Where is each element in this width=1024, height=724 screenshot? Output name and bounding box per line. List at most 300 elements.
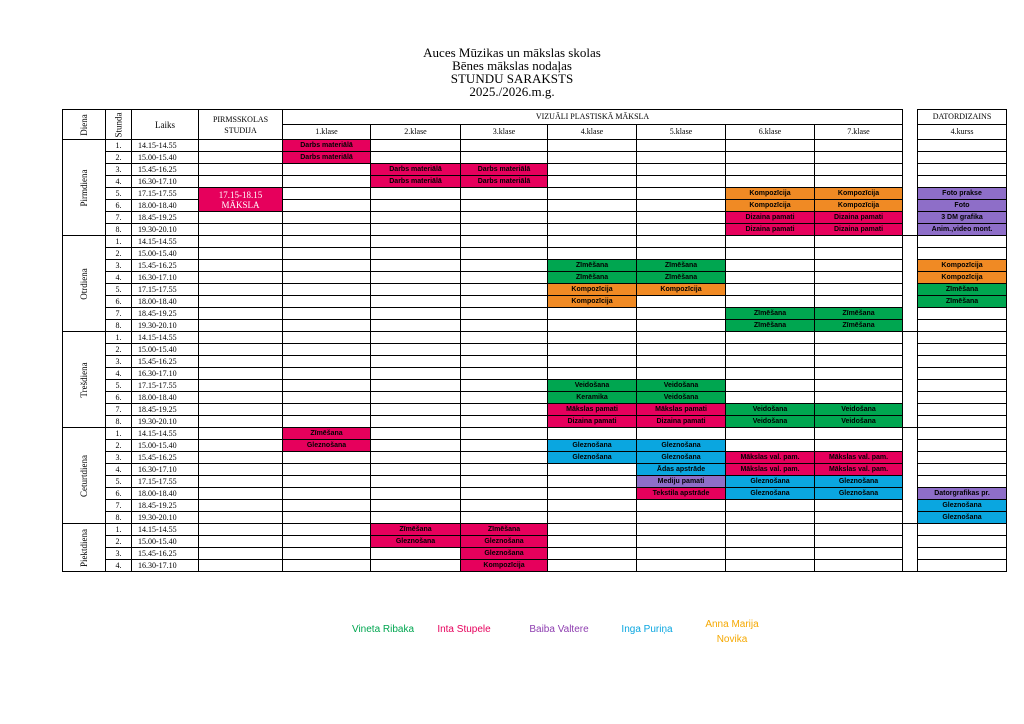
schedule-row xyxy=(63,380,1007,392)
empty-cell xyxy=(548,524,637,536)
class-header-5: 5.klase xyxy=(637,125,726,140)
empty-cell xyxy=(461,200,548,212)
empty-cell xyxy=(461,464,548,476)
lesson-time: 17.15-17.55 xyxy=(132,380,199,392)
class-header-3: 3.klase xyxy=(461,125,548,140)
lesson-cell: Gleznošana xyxy=(918,500,1007,512)
lesson-cell: Keramika xyxy=(548,392,637,404)
preschool-cell xyxy=(199,440,283,452)
column-gap xyxy=(903,308,918,320)
legend-inta-stupele: Inta Stupele xyxy=(437,624,491,635)
empty-cell xyxy=(726,440,815,452)
lesson-number: 8. xyxy=(106,224,132,236)
lesson-time: 18.00-18.40 xyxy=(132,488,199,500)
lesson-time: 16.30-17.10 xyxy=(132,560,199,572)
laiks-header: Laiks xyxy=(132,110,199,140)
preschool-cell xyxy=(199,308,283,320)
empty-cell xyxy=(726,524,815,536)
empty-cell xyxy=(461,152,548,164)
lesson-cell: Gleznošana xyxy=(918,512,1007,524)
empty-cell xyxy=(371,428,461,440)
empty-cell xyxy=(548,212,637,224)
empty-cell xyxy=(461,368,548,380)
empty-cell xyxy=(283,224,371,236)
lesson-cell: Veidošana xyxy=(815,404,903,416)
empty-cell xyxy=(726,392,815,404)
empty-cell xyxy=(726,248,815,260)
empty-cell xyxy=(637,200,726,212)
empty-cell xyxy=(461,500,548,512)
schedule-row xyxy=(63,236,1007,248)
lesson-cell: Kompozīcija xyxy=(461,560,548,572)
school-year: 2025./2026.m.g. xyxy=(469,84,555,99)
empty-cell xyxy=(283,464,371,476)
empty-cell xyxy=(461,476,548,488)
empty-cell xyxy=(637,536,726,548)
lesson-cell: Gleznošana xyxy=(815,488,903,500)
column-gap xyxy=(903,416,918,428)
lesson-cell: Dizaina pamati xyxy=(815,212,903,224)
preschool-cell xyxy=(199,332,283,344)
empty-cell xyxy=(461,440,548,452)
lesson-time: 16.30-17.10 xyxy=(132,176,199,188)
day-label: Ceturtdiena xyxy=(63,428,106,524)
schedule-row xyxy=(63,452,1007,464)
schedule-row xyxy=(63,404,1007,416)
preschool-cell xyxy=(199,464,283,476)
column-gap xyxy=(903,320,918,332)
column-gap xyxy=(903,200,918,212)
lesson-time: 14.15-14.55 xyxy=(132,524,199,536)
lesson-time: 19.30-20.10 xyxy=(132,416,199,428)
lesson-time: 15.45-16.25 xyxy=(132,356,199,368)
column-gap xyxy=(903,512,918,524)
empty-cell xyxy=(637,500,726,512)
schedule-row xyxy=(63,536,1007,548)
lesson-time: 18.45-19.25 xyxy=(132,212,199,224)
empty-cell xyxy=(637,308,726,320)
lesson-number: 6. xyxy=(106,296,132,308)
class-header-7: 7.klase xyxy=(815,125,903,140)
lesson-cell: Kompozīcija xyxy=(548,296,637,308)
column-gap xyxy=(903,344,918,356)
lesson-number: 3. xyxy=(106,164,132,176)
lesson-cell: Foto prakse xyxy=(918,188,1007,200)
lesson-cell: Veidošana xyxy=(815,416,903,428)
empty-cell xyxy=(461,224,548,236)
lesson-cell: Veidošana xyxy=(726,404,815,416)
schedule-row xyxy=(63,416,1007,428)
lesson-cell: Dizaina pamati xyxy=(637,416,726,428)
preschool-cell xyxy=(199,548,283,560)
empty-cell xyxy=(461,320,548,332)
empty-cell xyxy=(637,188,726,200)
empty-cell xyxy=(283,296,371,308)
empty-cell xyxy=(371,332,461,344)
empty-cell xyxy=(548,464,637,476)
lesson-cell: Kompozīcija xyxy=(918,260,1007,272)
preschool-cell xyxy=(199,512,283,524)
lesson-number: 1. xyxy=(106,140,132,152)
lesson-cell: Dizaina pamati xyxy=(548,416,637,428)
schedule-row xyxy=(63,272,1007,284)
lesson-cell: Zīmēšana xyxy=(283,428,371,440)
empty-cell xyxy=(461,188,548,200)
empty-cell xyxy=(548,476,637,488)
empty-cell xyxy=(371,368,461,380)
empty-cell xyxy=(548,560,637,572)
diena-header: Diena xyxy=(63,110,106,140)
column-gap xyxy=(903,176,918,188)
empty-cell xyxy=(726,284,815,296)
lesson-cell: Kompozīcija xyxy=(815,200,903,212)
lesson-cell: Zīmēšana xyxy=(548,272,637,284)
preschool-cell xyxy=(199,500,283,512)
preschool-cell xyxy=(199,392,283,404)
column-gap xyxy=(903,152,918,164)
column-gap xyxy=(903,392,918,404)
preschool-cell xyxy=(199,488,283,500)
column-gap xyxy=(903,464,918,476)
lesson-number: 1. xyxy=(106,332,132,344)
empty-cell xyxy=(283,332,371,344)
lesson-cell: Kompozīcija xyxy=(815,188,903,200)
lesson-cell: Gleznošana xyxy=(548,440,637,452)
empty-cell xyxy=(815,560,903,572)
empty-cell xyxy=(815,140,903,152)
empty-cell xyxy=(726,164,815,176)
legend-baiba-valtere: Baiba Valtere xyxy=(529,624,589,635)
schedule-row xyxy=(63,488,1007,500)
preschool-cell xyxy=(199,524,283,536)
lesson-number: 2. xyxy=(106,248,132,260)
empty-cell xyxy=(637,320,726,332)
empty-cell xyxy=(548,356,637,368)
lesson-cell: Gleznošana xyxy=(461,548,548,560)
lesson-time: 16.30-17.10 xyxy=(132,272,199,284)
column-gap xyxy=(903,452,918,464)
empty-cell xyxy=(918,164,1007,176)
column-gap xyxy=(903,224,918,236)
empty-cell xyxy=(371,464,461,476)
lesson-cell: Veidošana xyxy=(548,380,637,392)
empty-cell xyxy=(726,260,815,272)
empty-cell xyxy=(461,140,548,152)
column-gap xyxy=(903,428,918,440)
schedule-row xyxy=(63,560,1007,572)
empty-cell xyxy=(461,452,548,464)
empty-cell xyxy=(918,440,1007,452)
preschool-cell xyxy=(199,536,283,548)
lesson-cell: Zīmēšana xyxy=(548,260,637,272)
lesson-cell: Gleznošana xyxy=(637,440,726,452)
empty-cell xyxy=(637,344,726,356)
empty-cell xyxy=(371,356,461,368)
empty-cell xyxy=(283,248,371,260)
empty-cell xyxy=(548,164,637,176)
lesson-cell: Mākslas val. pam. xyxy=(726,464,815,476)
empty-cell xyxy=(918,404,1007,416)
column-gap xyxy=(903,368,918,380)
lesson-time: 15.45-16.25 xyxy=(132,164,199,176)
empty-cell xyxy=(461,332,548,344)
empty-cell xyxy=(371,248,461,260)
preschool-cell xyxy=(199,296,283,308)
preschool-cell xyxy=(199,320,283,332)
preschool-cell xyxy=(199,272,283,284)
empty-cell xyxy=(548,248,637,260)
lesson-cell: Gleznošana xyxy=(726,476,815,488)
lesson-number: 2. xyxy=(106,440,132,452)
lesson-number: 4. xyxy=(106,272,132,284)
empty-cell xyxy=(815,536,903,548)
lesson-cell: Gleznošana xyxy=(461,536,548,548)
schedule-row xyxy=(63,476,1007,488)
column-gap xyxy=(903,296,918,308)
empty-cell xyxy=(461,356,548,368)
empty-cell xyxy=(548,332,637,344)
lesson-cell: Darbs materiālā xyxy=(371,176,461,188)
empty-cell xyxy=(637,212,726,224)
empty-cell xyxy=(726,344,815,356)
empty-cell xyxy=(283,164,371,176)
lesson-time: 19.30-20.10 xyxy=(132,224,199,236)
lesson-time: 15.45-16.25 xyxy=(132,548,199,560)
schedule-row xyxy=(63,512,1007,524)
lesson-cell: Gleznošana xyxy=(815,476,903,488)
day-label: Piektdiena xyxy=(63,524,106,572)
empty-cell xyxy=(371,152,461,164)
empty-cell xyxy=(815,428,903,440)
lesson-time: 16.30-17.10 xyxy=(132,368,199,380)
empty-cell xyxy=(918,368,1007,380)
preschool-lesson: 17.15-18.15 MĀKSLA xyxy=(199,188,283,212)
empty-cell xyxy=(726,272,815,284)
lesson-time: 14.15-14.55 xyxy=(132,236,199,248)
lesson-time: 18.45-19.25 xyxy=(132,500,199,512)
empty-cell xyxy=(461,272,548,284)
empty-cell xyxy=(371,452,461,464)
column-gap xyxy=(903,110,918,140)
empty-cell xyxy=(637,560,726,572)
preschool-cell xyxy=(199,476,283,488)
empty-cell xyxy=(918,332,1007,344)
day-label: Otrdiena xyxy=(63,236,106,332)
empty-cell xyxy=(371,416,461,428)
empty-cell xyxy=(371,272,461,284)
empty-cell xyxy=(283,176,371,188)
lesson-time: 14.15-14.55 xyxy=(132,332,199,344)
lesson-cell: Kompozīcija xyxy=(726,200,815,212)
empty-cell xyxy=(371,488,461,500)
lesson-time: 15.00-15.40 xyxy=(132,536,199,548)
class-header-2: 2.klase xyxy=(371,125,461,140)
column-gap xyxy=(903,248,918,260)
empty-cell xyxy=(548,500,637,512)
lesson-cell: Zīmēšana xyxy=(815,308,903,320)
lesson-number: 4. xyxy=(106,560,132,572)
empty-cell xyxy=(371,320,461,332)
empty-cell xyxy=(815,500,903,512)
schedule-row xyxy=(63,332,1007,344)
empty-cell xyxy=(918,248,1007,260)
lesson-cell: 3 DM grafika xyxy=(918,212,1007,224)
lesson-cell: Zīmēšana xyxy=(726,320,815,332)
empty-cell xyxy=(637,428,726,440)
lesson-cell: Mediju pamati xyxy=(637,476,726,488)
empty-cell xyxy=(371,260,461,272)
empty-cell xyxy=(461,344,548,356)
lesson-cell: Zīmēšana xyxy=(918,284,1007,296)
empty-cell xyxy=(371,188,461,200)
column-gap xyxy=(903,140,918,152)
lesson-number: 1. xyxy=(106,428,132,440)
preschool-cell xyxy=(199,260,283,272)
empty-cell xyxy=(637,332,726,344)
schedule-row xyxy=(63,152,1007,164)
lesson-number: 4. xyxy=(106,176,132,188)
lesson-time: 15.00-15.40 xyxy=(132,152,199,164)
preschool-cell xyxy=(199,224,283,236)
column-gap xyxy=(903,548,918,560)
lesson-cell: Dizaina pamati xyxy=(726,224,815,236)
column-gap xyxy=(903,476,918,488)
legend-inga-purina: Inga Puriņa xyxy=(621,624,673,635)
column-gap xyxy=(903,404,918,416)
schedule-row xyxy=(63,176,1007,188)
lesson-number: 3. xyxy=(106,452,132,464)
schedule-row xyxy=(63,320,1007,332)
empty-cell xyxy=(815,356,903,368)
schedule-row xyxy=(63,392,1007,404)
lesson-number: 3. xyxy=(106,356,132,368)
empty-cell xyxy=(283,536,371,548)
empty-cell xyxy=(371,560,461,572)
empty-cell xyxy=(548,188,637,200)
empty-cell xyxy=(283,380,371,392)
empty-cell xyxy=(283,416,371,428)
empty-cell xyxy=(637,176,726,188)
lesson-cell: Datorgrafikas pr. xyxy=(918,488,1007,500)
column-gap xyxy=(903,188,918,200)
empty-cell xyxy=(548,536,637,548)
empty-cell xyxy=(371,404,461,416)
schedule-row xyxy=(63,548,1007,560)
empty-cell xyxy=(283,356,371,368)
lesson-cell: Mākslas val. pam. xyxy=(726,452,815,464)
lesson-cell: Gleznošana xyxy=(283,440,371,452)
empty-cell xyxy=(283,236,371,248)
preschool-cell xyxy=(199,212,283,224)
schedule-row xyxy=(63,296,1007,308)
empty-cell xyxy=(815,248,903,260)
schedule-row xyxy=(63,440,1007,452)
empty-cell xyxy=(548,200,637,212)
empty-cell xyxy=(548,320,637,332)
empty-cell xyxy=(548,344,637,356)
column-gap xyxy=(903,260,918,272)
lesson-cell: Veidošana xyxy=(637,380,726,392)
empty-cell xyxy=(548,308,637,320)
lesson-number: 7. xyxy=(106,212,132,224)
empty-cell xyxy=(283,392,371,404)
empty-cell xyxy=(283,488,371,500)
lesson-cell: Gleznošana xyxy=(371,536,461,548)
empty-cell xyxy=(637,356,726,368)
empty-cell xyxy=(548,512,637,524)
schedule-row xyxy=(63,368,1007,380)
empty-cell xyxy=(461,404,548,416)
empty-cell xyxy=(371,380,461,392)
preschool-cell xyxy=(199,344,283,356)
lesson-number: 4. xyxy=(106,368,132,380)
lesson-number: 3. xyxy=(106,548,132,560)
preschool-cell xyxy=(199,380,283,392)
empty-cell xyxy=(371,512,461,524)
lesson-number: 5. xyxy=(106,188,132,200)
schedule-row xyxy=(63,284,1007,296)
empty-cell xyxy=(283,212,371,224)
empty-cell xyxy=(815,512,903,524)
schedule-row xyxy=(63,248,1007,260)
empty-cell xyxy=(637,524,726,536)
lesson-cell: Kompozīcija xyxy=(918,272,1007,284)
preschool-cell xyxy=(199,248,283,260)
empty-cell xyxy=(918,308,1007,320)
preschool-cell xyxy=(199,236,283,248)
empty-cell xyxy=(461,488,548,500)
empty-cell xyxy=(548,152,637,164)
lesson-time: 14.15-14.55 xyxy=(132,428,199,440)
empty-cell xyxy=(371,548,461,560)
empty-cell xyxy=(815,164,903,176)
lesson-cell: Zīmēšana xyxy=(371,524,461,536)
empty-cell xyxy=(283,560,371,572)
column-gap xyxy=(903,536,918,548)
lesson-cell: Gleznošana xyxy=(548,452,637,464)
preschool-cell xyxy=(199,164,283,176)
empty-cell xyxy=(726,512,815,524)
empty-cell xyxy=(548,224,637,236)
empty-cell xyxy=(918,140,1007,152)
lesson-cell: Kompozīcija xyxy=(637,284,726,296)
empty-cell xyxy=(461,284,548,296)
lesson-cell: Darbs materiālā xyxy=(283,140,371,152)
schedule-row xyxy=(63,356,1007,368)
empty-cell xyxy=(815,260,903,272)
schedule-row xyxy=(63,500,1007,512)
lesson-cell: Zīmēšana xyxy=(461,524,548,536)
lesson-time: 15.00-15.40 xyxy=(132,440,199,452)
empty-cell xyxy=(726,236,815,248)
empty-cell xyxy=(918,548,1007,560)
empty-cell xyxy=(371,140,461,152)
day-label: Trešdiena xyxy=(63,332,106,428)
lesson-cell: Kompozīcija xyxy=(548,284,637,296)
department-title: Bēnes mākslas nodaļas xyxy=(452,58,572,73)
empty-cell xyxy=(918,560,1007,572)
empty-cell xyxy=(726,140,815,152)
empty-cell xyxy=(815,332,903,344)
empty-cell xyxy=(548,488,637,500)
column-gap xyxy=(903,332,918,344)
column-gap xyxy=(903,164,918,176)
lesson-number: 7. xyxy=(106,404,132,416)
empty-cell xyxy=(548,236,637,248)
empty-cell xyxy=(548,368,637,380)
lesson-number: 2. xyxy=(106,344,132,356)
empty-cell xyxy=(815,440,903,452)
